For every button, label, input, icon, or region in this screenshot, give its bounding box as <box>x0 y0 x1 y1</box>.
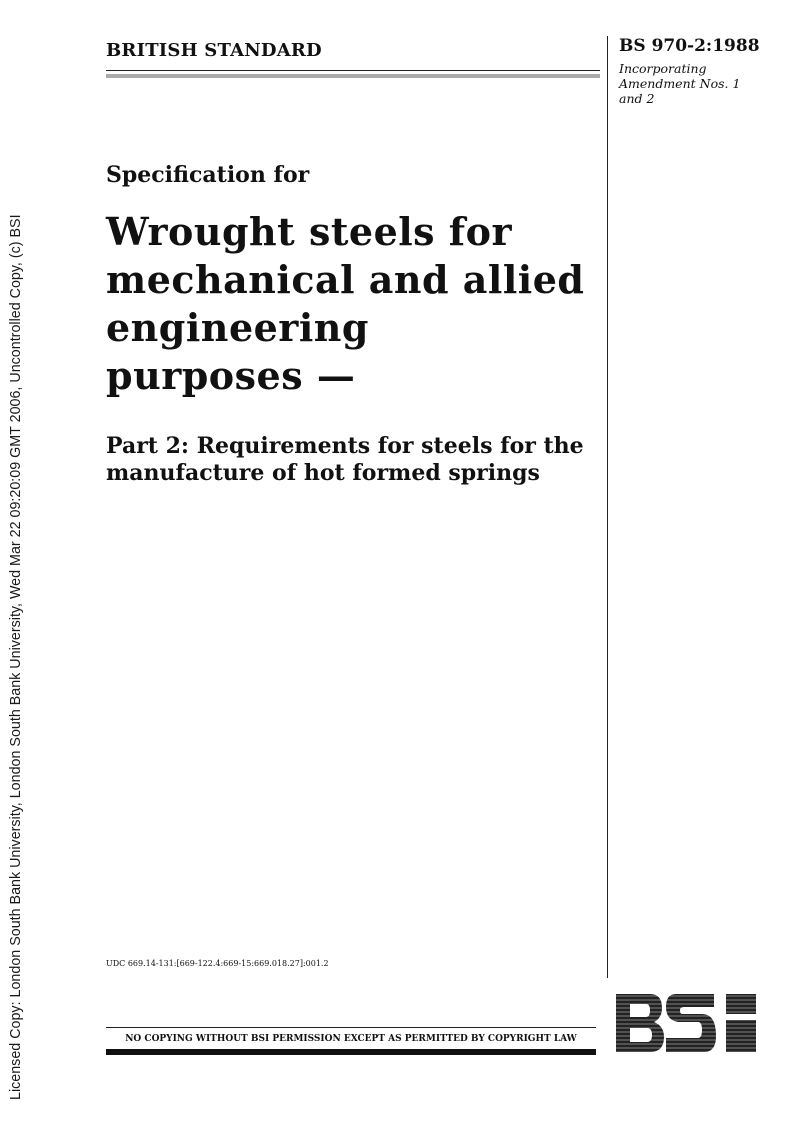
title-line-1: Wrought steels for <box>106 209 513 254</box>
header-rule <box>106 70 600 71</box>
copyright-rule <box>106 1027 596 1028</box>
bsi-logo-text: BSi <box>614 990 616 991</box>
amendment-note <box>619 61 759 106</box>
udc-code: UDC 669.14-131:[669-122.4:669-15:669.018.27]:001.2 <box>106 959 329 968</box>
part-line-1: Part 2: Requirements for steels for the <box>106 433 584 459</box>
amendment-line-3: and 2 <box>619 91 655 106</box>
vertical-divider <box>607 36 608 978</box>
header-rule-thick <box>106 74 600 78</box>
amendment-line-2: Amendment Nos. 1 <box>619 76 741 91</box>
bsi-logo-icon <box>614 990 758 1056</box>
title-line-2: mechanical and allied <box>106 257 585 302</box>
amendment-line-1: Incorporating <box>619 61 707 76</box>
spec-for-heading: Specification for <box>106 162 310 188</box>
standard-number: BS 970-2:1988 <box>619 36 760 56</box>
standard-label: BRITISH STANDARD <box>106 40 322 61</box>
part-subtitle <box>106 433 601 487</box>
title-line-3: engineering <box>106 305 369 350</box>
copyright-notice: NO COPYING WITHOUT BSI PERMISSION EXCEPT AS PERMITTED BY COPYRIGHT LAW <box>125 1034 577 1044</box>
document-title <box>106 208 596 400</box>
title-line-4: purposes — <box>106 353 356 398</box>
copyright-bar <box>106 1049 596 1055</box>
license-watermark: Licensed Copy: London South Bank University, London South Bank University, Wed Mar 22 09:20:09 GMT 2006, Uncontrolled Copy, (c) BSI <box>8 214 24 1100</box>
part-line-2: manufacture of hot formed springs <box>106 460 540 486</box>
